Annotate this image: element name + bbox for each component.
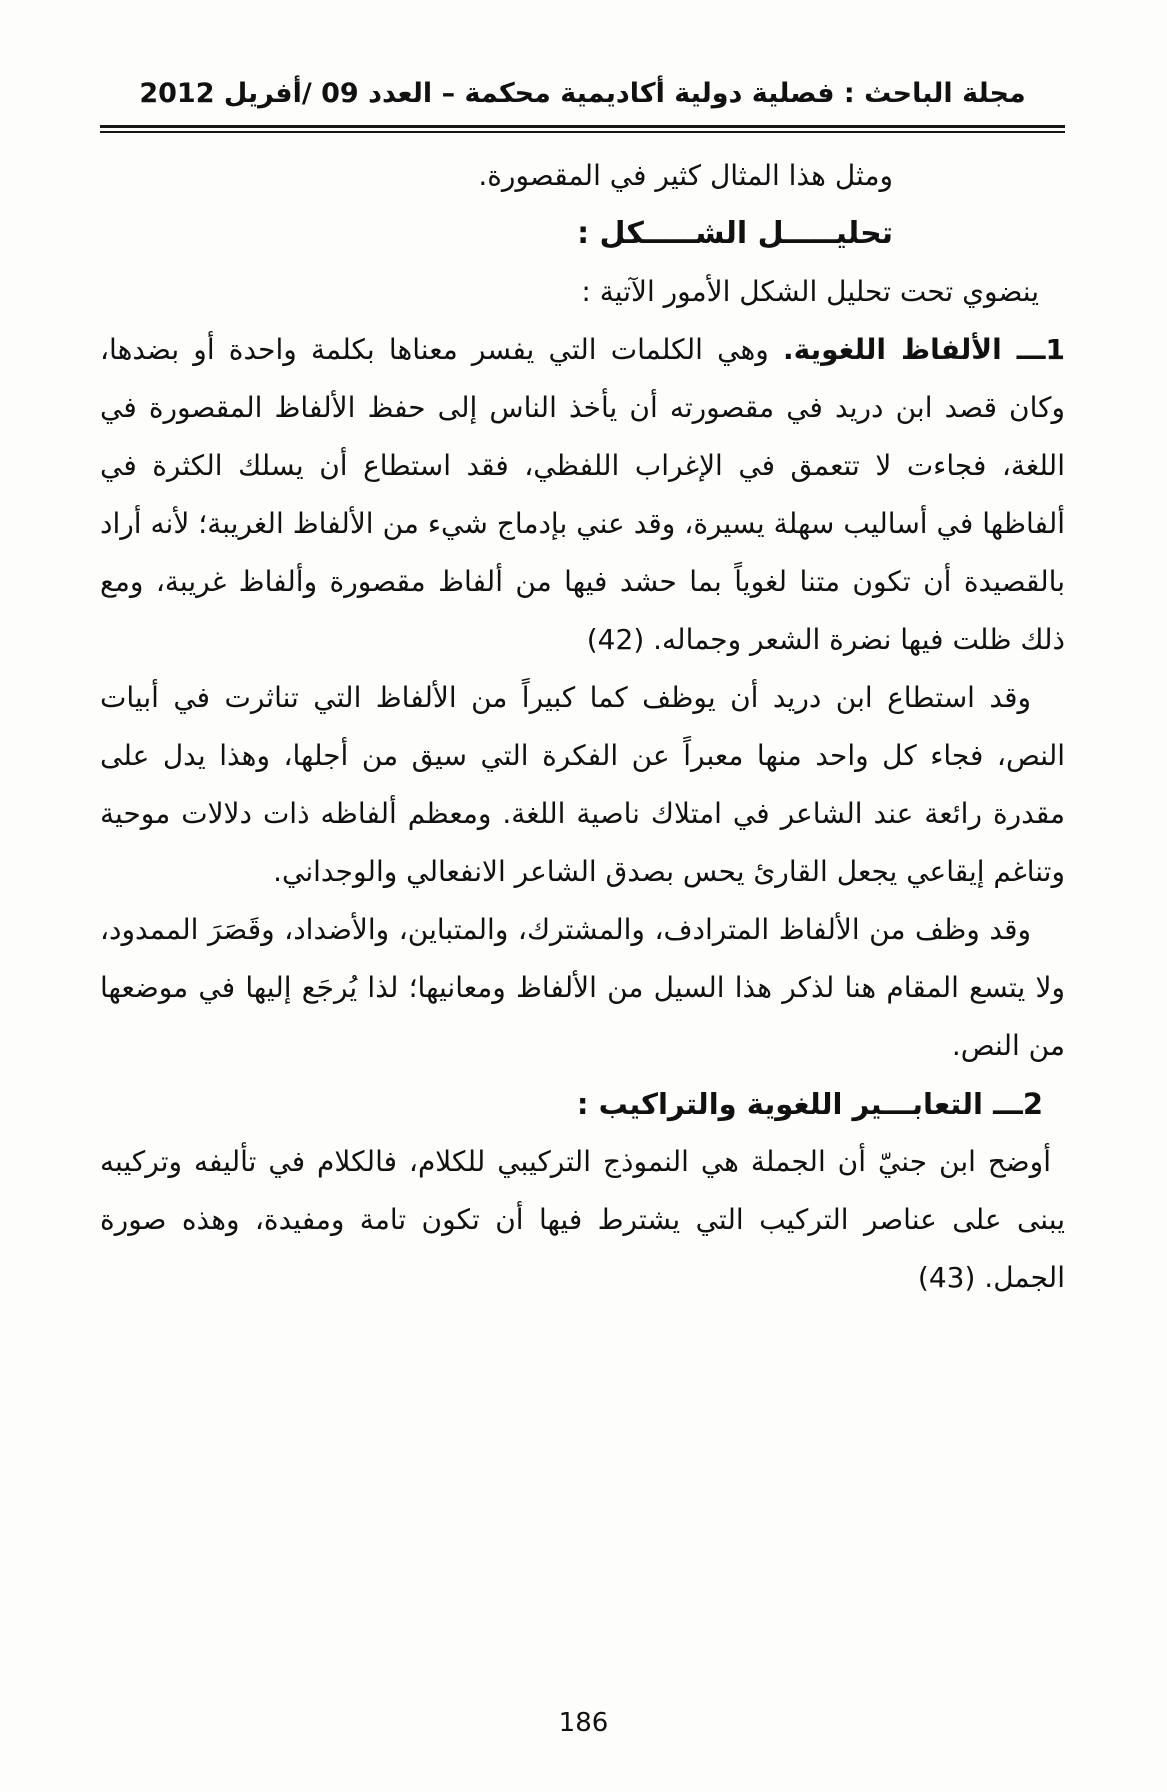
paragraph-synonyms-antonyms: وقد وظف من الألفاظ المترادف، والمشترك، والمتباين، والأضداد، وقَصَرَ الممدود، ولا يتسع المقام هنا لذكر هذا السيل من الألفاظ ومعانيها؛ لذا يُرجَع إليها في موضعها من النص. [100,913,1065,1062]
paragraph-ibn-jinni: أوضح ابن جنيّ أن الجملة هي النموذج التركيبي للكلام، فالكلام في تأليفه وتركيبه يبنى على عناصر التركيب التي يشترط فيها أن تكون تامة ومفيدة، وهذه صورة الجمل. (43) [100,1145,1065,1294]
header-divider [100,125,1065,133]
closing-sentence: ومثل هذا المثال كثير في المقصورة. [478,159,893,192]
section-intro-sentence: ينضوي تحت تحليل الشكل الأمور الآتية : [581,275,1039,308]
section-heading-expressions-structures: 2ـــ التعابـــير اللغوية والتراكيب : [576,1087,1043,1121]
journal-header-title: مجلة الباحث : فصلية دولية أكاديمية محكمة – العدد 09 /أفريل 2012 [139,78,1026,109]
paragraph-word-usage: وقد استطاع ابن دريد أن يوظف كما كبيراً من الألفاظ التي تناثرت في أبيات النص، فجاء كل واحد منها معبراً عن الفكرة التي سيق من أجلها، وهذا يدل على مقدرة رائعة عند الشاعر في امتلاك ناصية اللغة. ومعظم ألفاظه ذات دلالات موحية وتناغم إيقاعي يجعل القارئ يحس بصدق الشاعر الانفعالي والوجداني. [100,681,1065,888]
list-item-1-text: وهي الكلمات التي يفسر معناها بكلمة واحدة أو بضدها، وكان قصد ابن دريد في مقصورته أن يأخذ الناس إلى حفظ الألفاظ المقصورة في اللغة، فجاءت لا تتعمق في الإغراب اللفظي، فقد استطاع أن يسلك الكثرة في ألفاظها في أساليب سهلة يسيرة، وقد عني بإدماج شيء من الألفاظ الغريبة؛ لأنه أراد بالقصيدة أن تكون متنا لغوياً بما حشد فيها من ألفاظ مقصورة وألفاظ غريبة، ومع ذلك ظلت فيها نضرة الشعر وجماله. (42) [100,333,1065,656]
paragraph-lexical-items [100,321,1065,669]
list-item-1-lead: 1ـــ الألفاظ اللغوية. [782,333,1065,366]
article-body [100,147,1065,1307]
section-heading-shape-analysis: تحليـــــل الشـــــكل : [577,216,893,251]
page-number: 186 [558,1708,609,1738]
